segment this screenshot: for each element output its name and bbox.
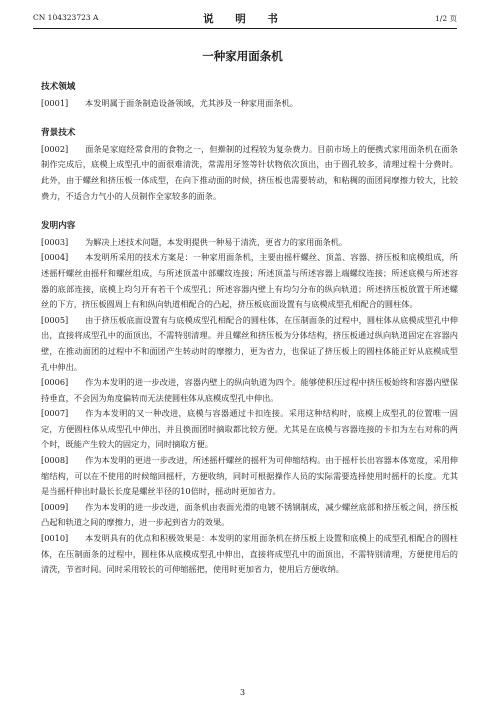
paragraph [41, 406, 458, 453]
paragraph [41, 531, 458, 578]
paragraph-number: [0001] [41, 97, 69, 108]
paragraph [41, 96, 458, 112]
section-heading: 发明内容 [41, 221, 76, 232]
paragraph-number: [0010] [41, 533, 69, 544]
paragraph [41, 250, 458, 312]
paragraph-number: [0002] [41, 143, 69, 154]
paragraph-text: 作为本发明的更进一步改进，所述摇杆螺丝的摇杆为可伸缩结构。由于摇杆长出容器本体宽度，采用伸缩结构，可以在不使用的时候缩回摇杆，方便收纳，同时可根据操作人员的实际需要选择使用时摇杆的长度。尤其是当摇杆伸出时最长长度是螺丝半径的10倍时，摇动时更加省力。 [41, 455, 458, 497]
paragraph-number: [0005] [41, 314, 69, 325]
paragraph [41, 453, 458, 500]
paragraph-text: 作为本发明的进一步改进，容器内壁上的纵向轨道为四个。能够使积压过程中挤压板始终和容器内壁保持垂直，不会因为角度偏转而无法使圆柱体从底模成型孔中伸出。 [41, 377, 458, 403]
paragraph-text: 为解决上述技术问题，本发明提供一种易于清洗，更省力的家用面条机。 [85, 236, 348, 247]
paragraph-text: 由于挤压板底面设置有与底模成型孔相配合的圆柱体，在压制面条的过程中，圆柱体从底模成型孔中伸出，直接将成型孔中的面顶出，不需特别清理。并且螺丝和挤压板为分体结构，挤压板通过纵向轨道固定在容器内壁，在推动面团的过程中不和面团产生转动时的摩擦力，更为省力，也保证了挤压板上的圆柱体能正好从底模成型孔中伸出。 [41, 314, 458, 372]
paragraph-number: [0004] [41, 252, 69, 263]
document-body [41, 80, 458, 578]
paragraph-text: 本发明所采用的技术方案是：一种家用面条机，主要由摇杆螺丝、顶盖、容器、挤压板和底模组成，所述摇杆螺丝由摇杆和螺丝组成，与所述顶盖中部螺纹连接；所述顶盖与所述容器上端螺纹连接；所述底模与所述容器的底部连接，底模上均匀开有若干个成型孔；所述容器内壁上有均匀分布的纵向轨道；所述挤压板放置于所述螺丝的下方，挤压板圆周上有和纵向轨道相配合的凸起，挤压板底面设置有与底模成型孔相配合的圆柱体。 [41, 252, 458, 310]
document-title: 一种家用面条机 [202, 49, 283, 63]
paragraph-text: 面条是家庭经常食用的食物之一，但擀制的过程较为复杂费力。目前市场上的便携式家用面条机在面条制作完成后，底模上成型孔中的面很难清洗，常需用牙签等针状物依次顶出，由于圆孔较多，清理过程十分费时。此外，由于螺丝和挤压板一体成型，在向下推动面的时候，挤压板也需要转动，和粘稠的面团间摩擦力较大，比较费力，不适合力气小的人员制作全家较多的面条。 [41, 143, 458, 201]
paragraph-number: [0009] [41, 501, 69, 512]
document-type: 说 明 书 [203, 13, 287, 25]
page-number: 3 [239, 688, 246, 697]
paragraph [41, 235, 458, 251]
paragraph [41, 142, 458, 204]
paragraph-number: [0006] [41, 377, 69, 388]
paragraph [41, 500, 458, 531]
paragraph [41, 313, 458, 375]
paragraph-text: 本发明具有的优点和积极效果是：本发明的家用面条机在挤压板上设置和底模上的成型孔相配合的圆柱体，在压制面条的过程中，圆柱体从底模成型孔中伸出，直接将成型孔中的面顶出，不需特别清理，方便使用后的清洗，节省时间。同时采用较长的可伸缩摇把，使用时更加省力，使用后方便收纳。 [41, 533, 458, 575]
paragraph-number: [0008] [41, 455, 69, 466]
section-heading: 技术领域 [41, 82, 76, 92]
paragraph-number: [0003] [41, 236, 69, 247]
page-header [33, 11, 457, 25]
paragraph-text: 本发明属于面条制造设备领域，尤其涉及一种家用面条机。 [85, 97, 298, 108]
section-heading: 背景技术 [41, 128, 76, 139]
paragraph-text: 作为本发明的又一种改进，底模与容器通过卡扣连接。采用这种结构时，底模上成型孔的位置唯一固定，方便圆柱体从成型孔中伸出，并且换面团时摘取都比较方便。尤其是在底模与容器连接的卡扣为左右对称的两个时，既能产生较大的固定力，同时摘取方便。 [41, 408, 458, 450]
header-divider [33, 28, 457, 29]
page-indicator: 1/2 页 [435, 14, 457, 23]
paragraph-number: [0007] [41, 408, 69, 419]
paragraph-text: 作为本发明的进一步改进，面条机由表面光滑的电镀不锈钢制成，减少螺丝底部和挤压板之间，挤压板凸起和轨道之间的摩擦力，进一步起到省力的效果。 [41, 501, 458, 528]
publication-number: CN 104323723 A [33, 13, 99, 22]
paragraph [41, 375, 458, 406]
